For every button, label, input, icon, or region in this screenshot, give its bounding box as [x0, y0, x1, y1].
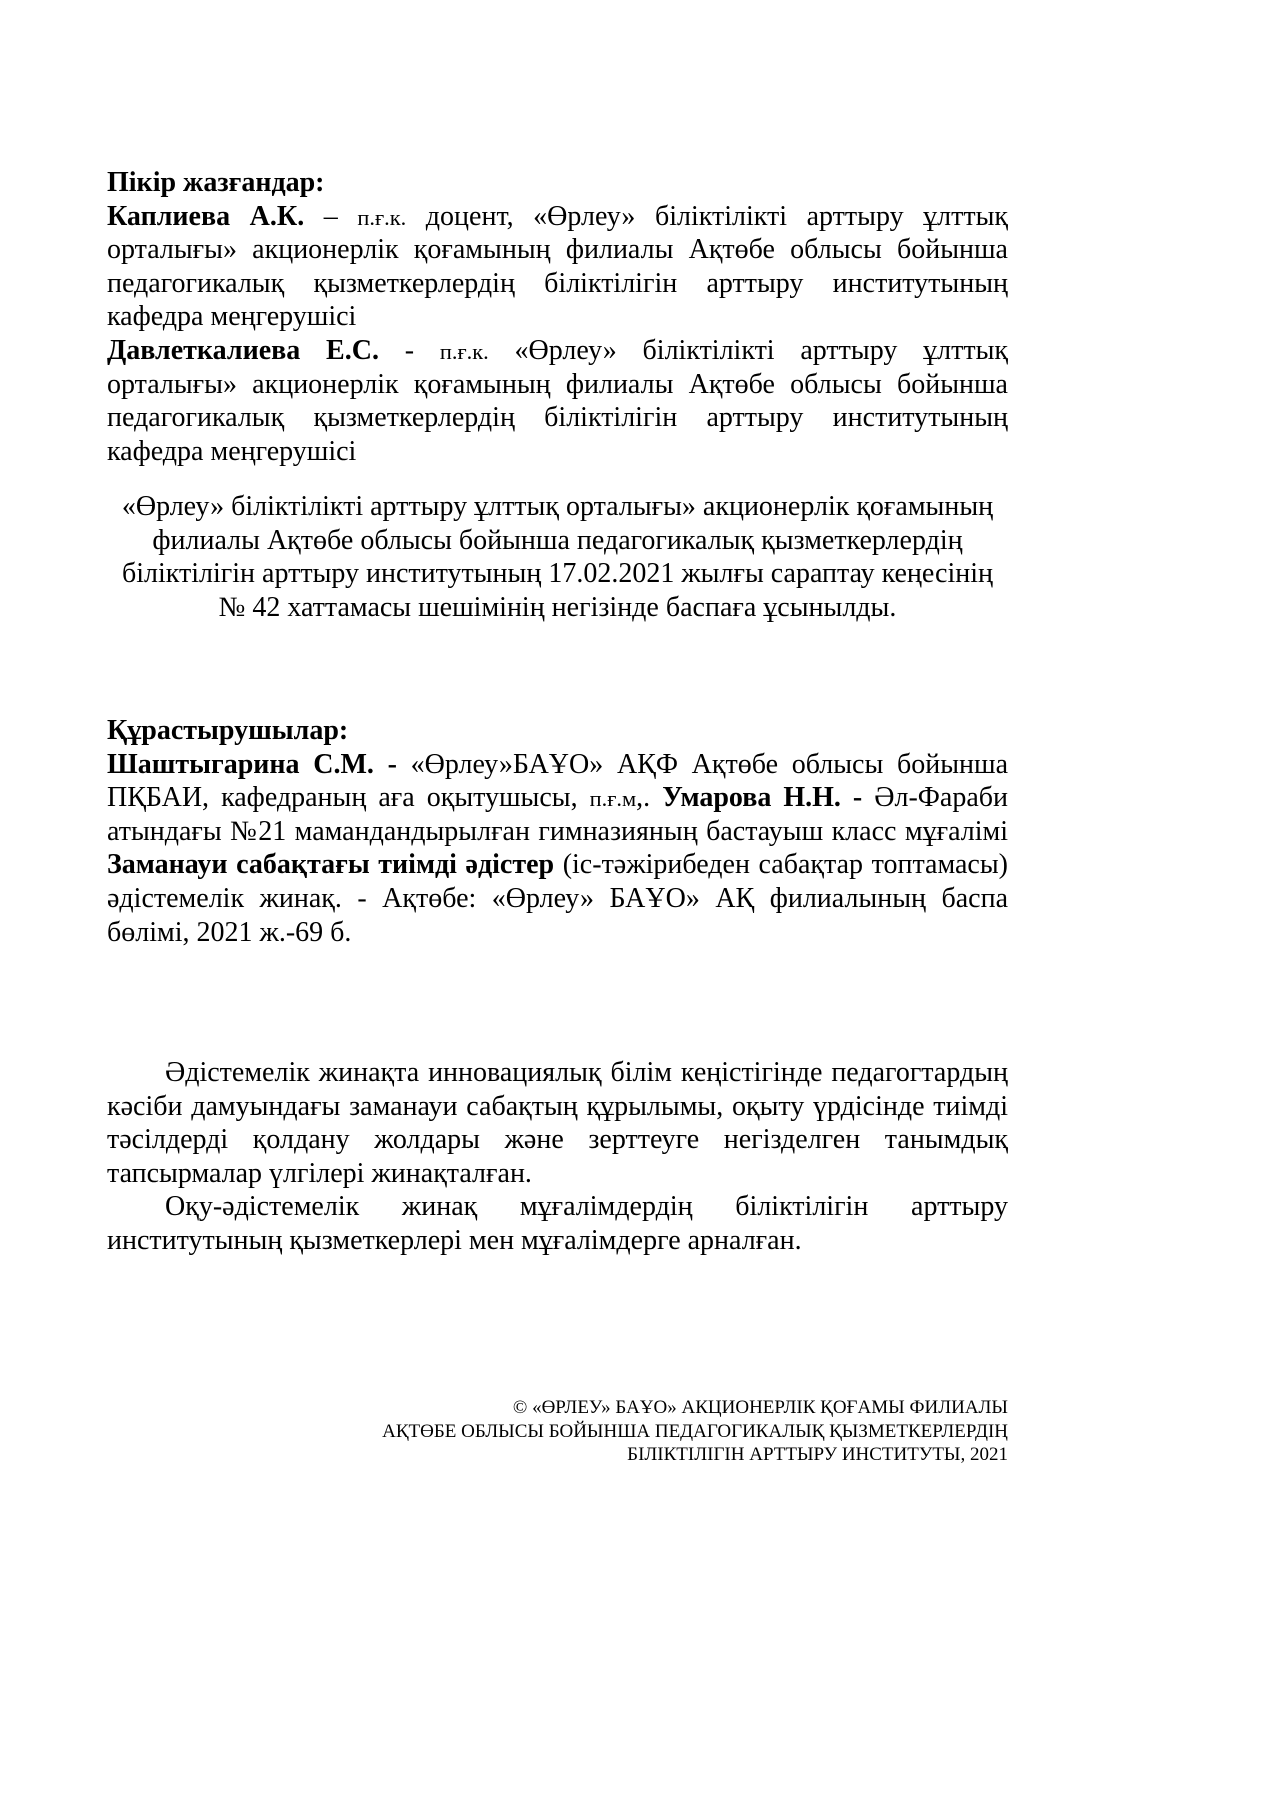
approval-note: «Өрлеу» біліктілікті арттыру ұлттық орталығы» акционерлік қоғамының филиалы Ақтөбе облысы бойынша педагогикалық қызметкерлердің біліктілігін арттыру институтының 17.02.2021 жылғы сараптау кеңесінің № 42 хаттамасы шешімінің негізінде баспаға ұсынылды.	[121, 491, 994, 623]
reviewer-entry: Каплиева А.К. – п.ғ.к. доцент, «Өрлеу» біліктілікті арттыру ұлттық орталығы» акционерлік қоғамының филиалы Ақтөбе облысы бойынша педагогикалық қызметкерлердің біліктілігін арттыру институтының кафедра меңгерушісі	[107, 200, 1009, 333]
copyright-footer	[107, 1396, 1008, 1467]
compilers-section	[107, 714, 1008, 949]
compilers-paragraph: Шаштыгарина С.М. - «Өрлеу»БАҰО» АҚФ Ақтөбе облысы бойынша ПҚБАИ, кафедраның аға оқытушысы, п.ғ.м,. Умарова Н.Н. - Әл-Фараби атындағы №21 мамандандырылған гимназияның бастауыш класс мұғалімі Заманауи сабақтағы тиімді әдістер (іс-тәжірибеден сабақтар топтамасы) әдістемелік жинақ. - Ақтөбе: «Өрлеу» БАҰО» АҚ филиалының баспа бөлімі, 2021 ж.-69 б.	[107, 748, 1009, 948]
abstract-paragraph: Оқу-әдістемелік жинақ мұғалімдердің біліктілігін арттыру институтының қызметкерлері мен мұғалімдерге арналған.	[107, 1191, 1008, 1256]
abstract-paragraph: Әдістемелік жинақта инновациялық білім кеңістігінде педагогтардың кәсіби дамуындағы заманауи сабақтың құрылымы, оқыту үрдісінде тиімді тәсілдерді қолдану жолдары және зерттеуге негізделген танымдық тапсырмалар үлгілері жинақталған.	[107, 1057, 1008, 1189]
footer-line: БІЛІКТІЛІГІН АРТТЫРУ ИНСТИТУТЫ, 2021	[627, 1444, 1008, 1466]
reviewers-section	[107, 166, 1008, 468]
approval-section	[107, 490, 1008, 624]
footer-line: © «ӨРЛЕУ» БАҰО» АКЦИОНЕРЛІК ҚОҒАМЫ ФИЛИАЛЫ	[512, 1397, 1008, 1418]
reviewer-entry: Давлеткалиева Е.С. - п.ғ.к. «Өрлеу» біліктілікті арттыру ұлттық орталығы» акционерлік қоғамының филиалы Ақтөбе облысы бойынша педагогикалық қызметкерлердің біліктілігін арттыру институтының кафедра меңгерушісі	[107, 334, 1009, 467]
reviewers-heading: Пікір жазғандар:	[107, 167, 325, 198]
abstract-section	[107, 1056, 1008, 1258]
footer-line: АҚТӨБЕ ОБЛЫСЫ БОЙЫНША ПЕДАГОГИКАЛЫҚ ҚЫЗМЕТКЕРЛЕРДІҢ	[382, 1420, 1008, 1442]
compilers-heading: Құрастырушылар:	[107, 715, 349, 746]
